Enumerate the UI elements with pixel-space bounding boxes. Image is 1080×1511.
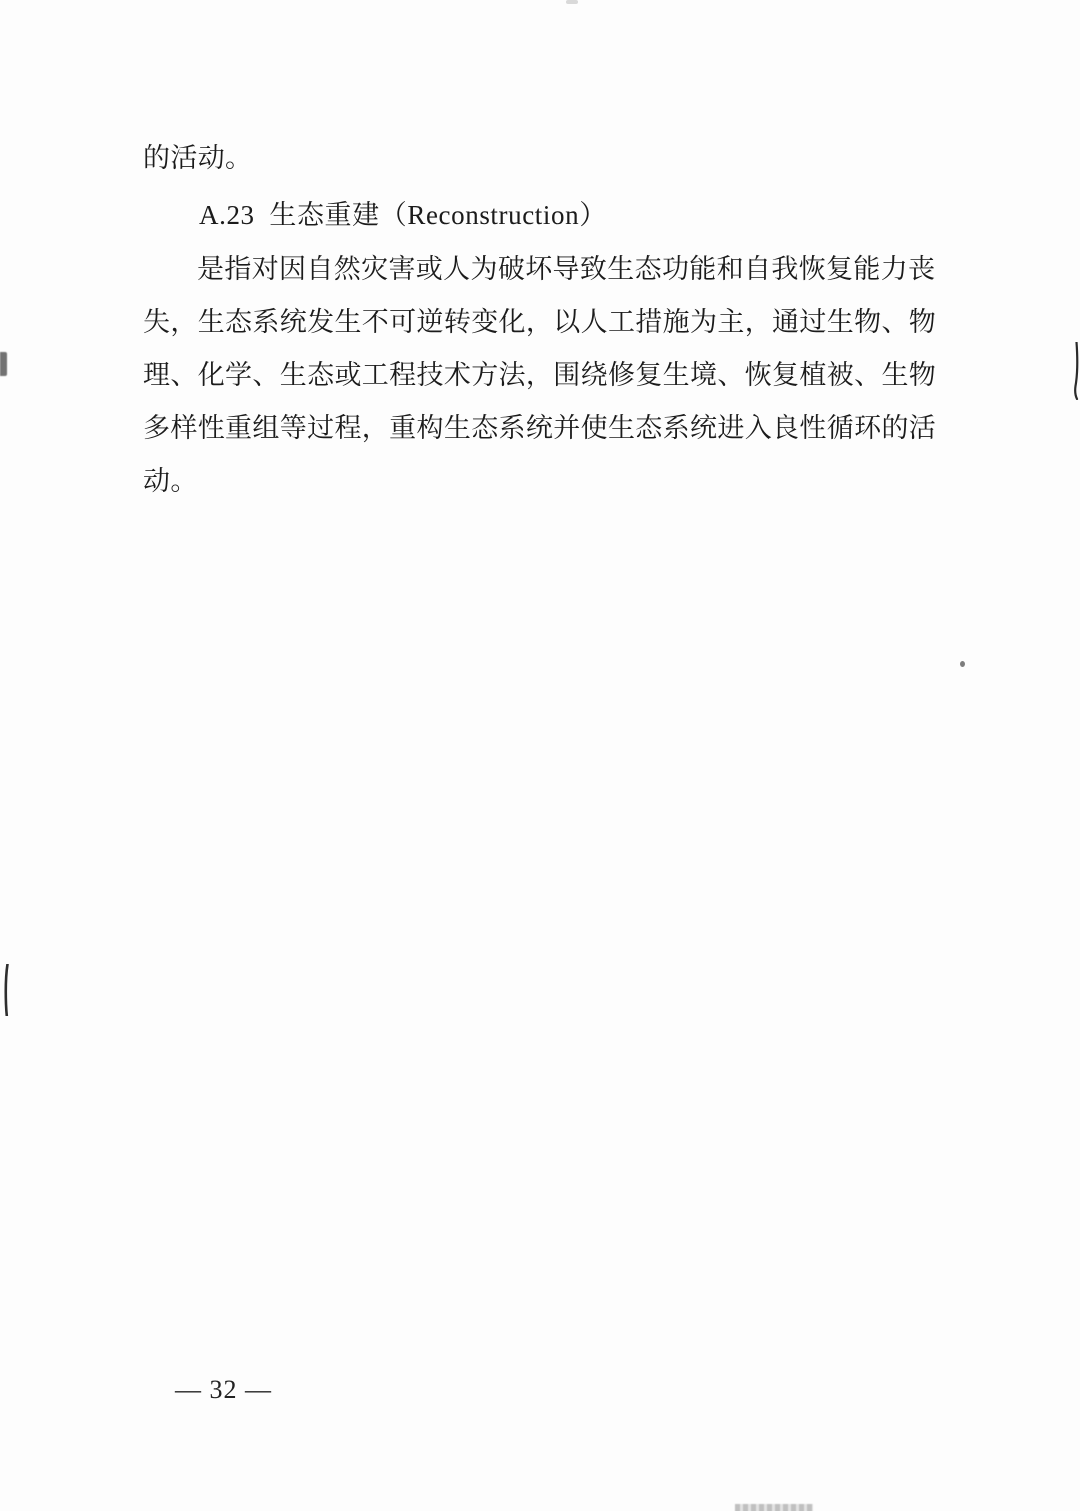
scan-mark-bottom-smudge: [735, 1504, 813, 1511]
definition-line: 理、化学、生态或工程技术方法，围绕修复生境、恢复植被、生物: [143, 360, 937, 390]
definition-line: 动。: [143, 466, 198, 496]
scan-mark-left-blob: [0, 352, 7, 376]
scan-mark-dot: [960, 661, 965, 667]
page-number: — 32 —: [175, 1375, 272, 1404]
scan-mark-right-stroke: [1069, 342, 1079, 400]
definition-line: 失，生态系统发生不可逆转变化，以人工措施为主，通过生物、物: [143, 307, 937, 337]
paragraph-end-line: 的活动。: [143, 143, 253, 173]
scan-mark-left-stroke: [2, 964, 12, 1016]
scan-mark-top-speck: [566, 0, 578, 4]
section-heading: A.23 生态重建（Reconstruction）: [199, 200, 607, 230]
definition-line: 多样性重组等过程，重构生态系统并使生态系统进入良性循环的活: [143, 413, 937, 443]
definition-line: 是指对因自然灾害或人为破坏导致生态功能和自我恢复能力丧: [197, 254, 936, 284]
